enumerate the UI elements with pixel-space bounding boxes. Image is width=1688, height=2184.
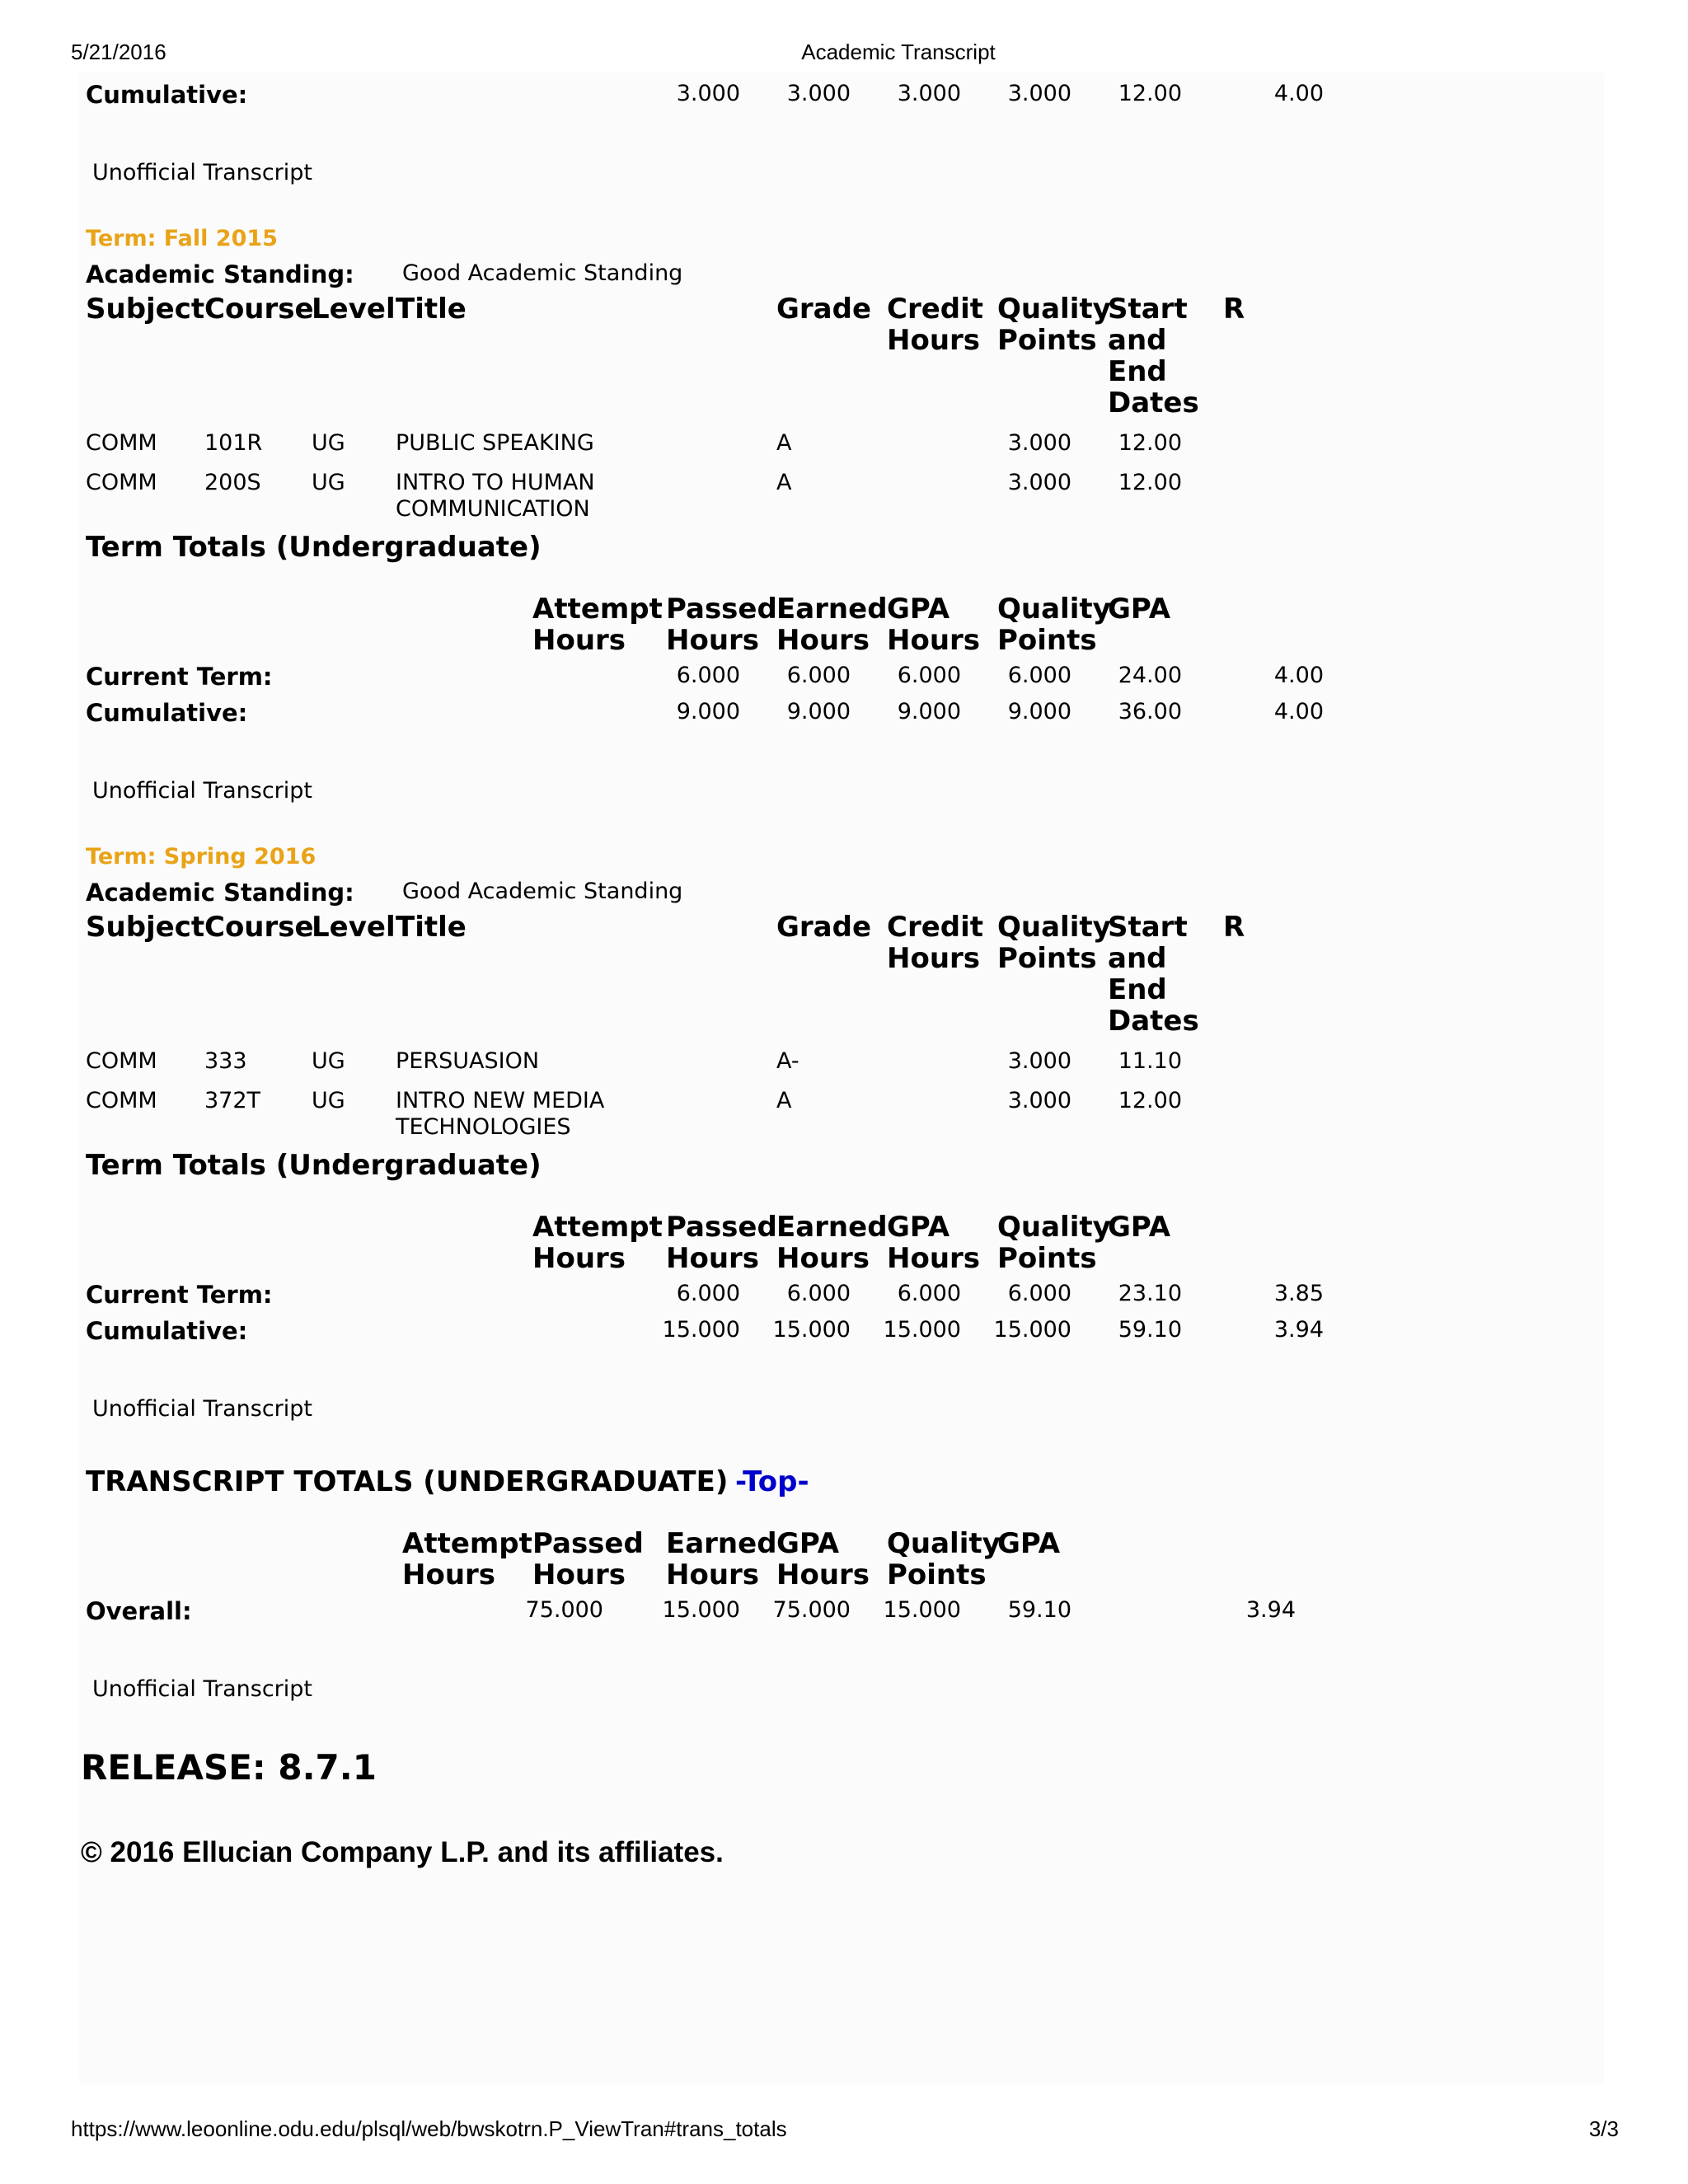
course-quality-points: 12.00 (1118, 430, 1182, 456)
col-gpa-hours: GPA Hours (887, 1211, 981, 1275)
current-attempt: 6.000 (676, 663, 740, 688)
course-title-line2: TECHNOLOGIES (396, 1114, 571, 1140)
col-credit-hours: Credit Hours (887, 293, 984, 357)
col-credit-hours: Credit Hours (887, 911, 984, 975)
cumulative-passed: 9.000 (786, 699, 851, 724)
col-gpa-hours: GPA Hours (887, 593, 981, 657)
cumulative-passed: 15.000 (772, 1317, 851, 1343)
col-attempt-hours: Attempt Hours (532, 1211, 663, 1275)
col-earned-hours: Earned Hours (666, 1527, 777, 1591)
course-quality-points: 12.00 (1118, 470, 1182, 495)
col-passed-hours: Passed Hours (666, 1211, 777, 1275)
current-passed: 6.000 (786, 1281, 851, 1306)
course-level: UG (312, 1048, 345, 1074)
current-gpa: 3.85 (1273, 1281, 1324, 1306)
overall-gpa: 3.94 (1245, 1597, 1296, 1623)
current-quality-points: 24.00 (1118, 663, 1182, 688)
cumulative-gpa: 3.94 (1273, 1317, 1324, 1343)
academic-standing-label: Academic Standing: (86, 879, 354, 907)
overall-quality-points: 59.10 (1007, 1597, 1071, 1623)
course-subject: COMM (86, 470, 157, 495)
cumulative-attempt: 9.000 (676, 699, 740, 724)
transcript-content (79, 73, 1604, 2083)
cumulative-quality-points: 59.10 (1118, 1317, 1182, 1343)
top-cumulative-label: Cumulative: (86, 81, 248, 109)
course-title: PUBLIC SPEAKING (396, 430, 594, 456)
course-title-line1: INTRO TO HUMAN (396, 470, 595, 495)
top-cumulative-gpa-hours: 3.000 (1007, 81, 1071, 106)
top-cumulative-attempt: 3.000 (676, 81, 740, 106)
course-number: 200S (204, 470, 261, 495)
cumulative-gpa-hours: 15.000 (993, 1317, 1071, 1343)
col-attempt-hours: Attempt Hours (402, 1527, 532, 1591)
cumulative-attempt: 15.000 (662, 1317, 740, 1343)
transcript-totals-title: TRANSCRIPT TOTALS (UNDERGRADUATE) (86, 1465, 729, 1498)
print-header (0, 40, 1688, 68)
course-credit-hours: 3.000 (1007, 1088, 1071, 1113)
top-cumulative-gpa: 4.00 (1273, 81, 1324, 106)
current-earned: 6.000 (897, 1281, 961, 1306)
course-credit-hours: 3.000 (1007, 430, 1071, 456)
overall-earned: 75.000 (772, 1597, 851, 1623)
col-gpa: GPA (1108, 593, 1171, 626)
current-gpa-hours: 6.000 (1007, 1281, 1071, 1306)
course-number: 101R (204, 430, 263, 456)
unofficial-transcript-label: Unofficial Transcript (92, 1676, 312, 1702)
term-totals-title: Term Totals (Undergraduate) (86, 1149, 542, 1182)
overall-attempt: 75.000 (525, 1597, 603, 1623)
col-title: Title (396, 293, 467, 326)
course-number: 333 (204, 1048, 247, 1074)
overall-gpa-hours: 15.000 (883, 1597, 961, 1623)
course-subject: COMM (86, 1088, 157, 1113)
col-dates: Start and End Dates (1108, 911, 1199, 1038)
col-r: R (1223, 911, 1245, 944)
col-quality-points: Quality Points (997, 911, 1111, 975)
cumulative-quality-points: 36.00 (1118, 699, 1182, 724)
course-grade: A (776, 1088, 792, 1113)
cumulative-label: Cumulative: (86, 1317, 248, 1345)
print-url: https://www.leoonline.odu.edu/plsql/web/bwskotrn.P_ViewTran#trans_totals (71, 2116, 787, 2141)
col-gpa: GPA (1108, 1211, 1171, 1244)
top-cumulative-earned: 3.000 (897, 81, 961, 106)
academic-standing-label: Academic Standing: (86, 260, 354, 288)
col-total-quality-points: Quality Points (997, 1211, 1111, 1275)
current-term-label: Current Term: (86, 663, 273, 691)
cumulative-label: Cumulative: (86, 699, 248, 727)
current-gpa-hours: 6.000 (1007, 663, 1071, 688)
col-total-quality-points: Quality Points (887, 1527, 1001, 1591)
overall-label: Overall: (86, 1597, 192, 1625)
current-gpa: 4.00 (1273, 663, 1324, 688)
col-gpa-hours: GPA Hours (776, 1527, 870, 1591)
course-grade: A- (776, 1048, 799, 1074)
page-number: 3/3 (1588, 2116, 1619, 2141)
cumulative-gpa-hours: 9.000 (1007, 699, 1071, 724)
current-earned: 6.000 (897, 663, 961, 688)
course-level: UG (312, 470, 345, 495)
col-earned-hours: Earned Hours (776, 1211, 888, 1275)
course-title-line1: INTRO NEW MEDIA (396, 1088, 605, 1113)
col-total-quality-points: Quality Points (997, 593, 1111, 657)
course-credit-hours: 3.000 (1007, 470, 1071, 495)
term-totals-title: Term Totals (Undergraduate) (86, 531, 542, 564)
col-subject: Subject (86, 911, 205, 944)
unofficial-transcript-label: Unofficial Transcript (92, 1396, 312, 1422)
course-grade: A (776, 430, 792, 456)
col-passed-hours: Passed Hours (532, 1527, 644, 1591)
col-dates: Start and End Dates (1108, 293, 1199, 419)
top-cumulative-quality-points: 12.00 (1118, 81, 1182, 106)
col-course: Course (204, 293, 314, 326)
overall-passed: 15.000 (662, 1597, 740, 1623)
course-subject: COMM (86, 430, 157, 456)
unofficial-transcript-label: Unofficial Transcript (92, 160, 312, 185)
col-title: Title (396, 911, 467, 944)
print-footer (0, 2116, 1688, 2144)
top-cumulative-passed: 3.000 (786, 81, 851, 106)
col-earned-hours: Earned Hours (776, 593, 888, 657)
col-level: Level (312, 911, 396, 944)
col-gpa: GPA (997, 1527, 1061, 1560)
cumulative-earned: 9.000 (897, 699, 961, 724)
academic-standing-value: Good Academic Standing (402, 260, 683, 286)
col-passed-hours: Passed Hours (666, 593, 777, 657)
course-grade: A (776, 470, 792, 495)
term-title: Term: Spring 2016 (86, 844, 316, 869)
col-grade: Grade (776, 911, 872, 944)
current-term-label: Current Term: (86, 1281, 273, 1309)
col-subject: Subject (86, 293, 205, 326)
top-link[interactable]: -Top- (735, 1465, 809, 1498)
term-title: Term: Fall 2015 (86, 226, 278, 251)
col-quality-points: Quality Points (997, 293, 1111, 357)
course-title-line2: COMMUNICATION (396, 496, 590, 522)
course-quality-points: 11.10 (1118, 1048, 1182, 1074)
course-subject: COMM (86, 1048, 157, 1074)
col-grade: Grade (776, 293, 872, 326)
course-credit-hours: 3.000 (1007, 1048, 1071, 1074)
academic-standing-value: Good Academic Standing (402, 879, 683, 904)
cumulative-earned: 15.000 (883, 1317, 961, 1343)
current-passed: 6.000 (786, 663, 851, 688)
course-level: UG (312, 1088, 345, 1113)
col-course: Course (204, 911, 314, 944)
course-level: UG (312, 430, 345, 456)
copyright: © 2016 Ellucian Company L.P. and its affiliates. (81, 1836, 724, 1868)
release-version: RELEASE: 8.7.1 (81, 1747, 377, 1788)
print-date: 5/21/2016 (71, 40, 166, 64)
course-title: PERSUASION (396, 1048, 540, 1074)
cumulative-gpa: 4.00 (1273, 699, 1324, 724)
course-number: 372T (204, 1088, 261, 1113)
course-quality-points: 12.00 (1118, 1088, 1182, 1113)
current-quality-points: 23.10 (1118, 1281, 1182, 1306)
unofficial-transcript-label: Unofficial Transcript (92, 778, 312, 804)
col-attempt-hours: Attempt Hours (532, 593, 663, 657)
col-r: R (1223, 293, 1245, 326)
col-level: Level (312, 293, 396, 326)
print-title: Academic Transcript (801, 40, 996, 64)
current-attempt: 6.000 (676, 1281, 740, 1306)
